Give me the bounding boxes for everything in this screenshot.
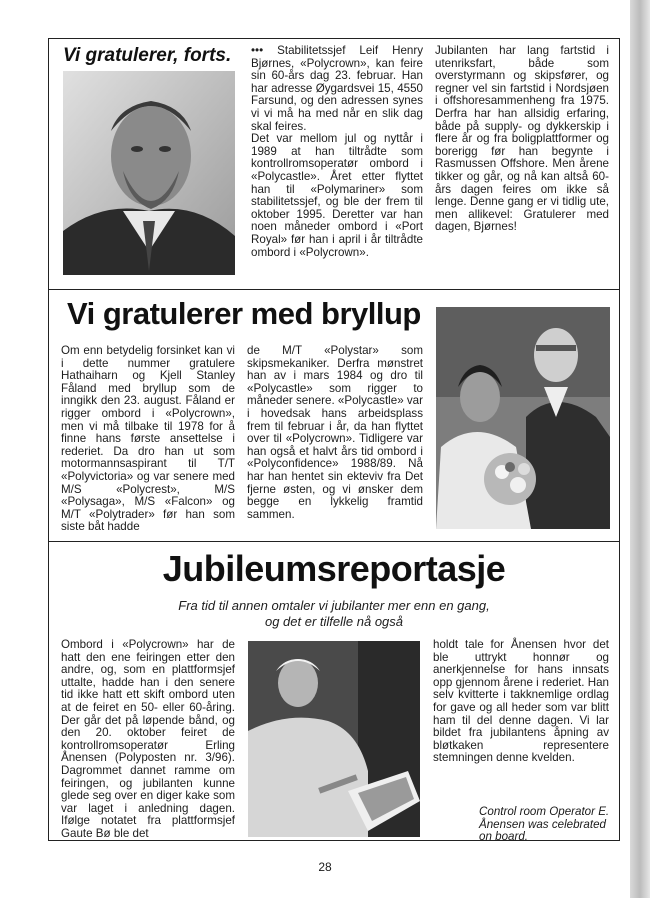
section1-title: Vi gratulerer, forts. xyxy=(63,45,232,66)
section1-column2: ••• Stabilitetssjef Leif Henry Bjørnes, «Polycrown», kan feire sin 60-års dag 23. februar. Han har adresse Øygardsvei 15, 4550 Farsund, og den adressen synes vi vi må ha med når en slik dag skal feires. Det var mellom jul og nyttår i 1989 at han tiltrådte som kontrollromsoperatør ombord i «Polycastle». Året etter flyttet han til «Polymariner» som stabilitetssjef, og ble der frem til oktober 1995. Deretter var han noen måneder ombord i «Port Royal» før han i april i år tiltrådte ombord i «Polycrown». xyxy=(251,44,423,259)
page-edge-shadow xyxy=(630,0,650,898)
section2-column2: de M/T «Polystar» som skipsmekaniker. Derfra mønstret han av i mars 1984 og dro til «Polycastle» som rigger to måneder senere. «Polycastle» var i hovedsak hans arbeidsplass frem til februar i år, da han flyttet over til «Polycrown». Tidligere var han også et halvt års tid ombord i «Polyconfidence» 1988/89. Nå har han hentet sin ekteviv fra Det fjerne østen, og vi ønsker dem begge en lykkelig framtid sammen. xyxy=(247,344,423,521)
photo-caption: Control room Operator E. Ånensen was celebrated on board. xyxy=(479,805,610,844)
section2-title: Vi gratulerer med bryllup xyxy=(67,296,421,331)
wedding-photo xyxy=(436,307,610,529)
section3-title: Jubileumsreportasje xyxy=(162,548,506,589)
section3-subtitle-line2: og det er tilfelle nå også xyxy=(264,614,404,629)
portrait-photo-bjornes xyxy=(63,71,235,275)
section3-subtitle-line1: Fra tid til annen omtaler vi jubilanter mer enn en gang, xyxy=(178,598,490,613)
cake-celebration-photo xyxy=(248,641,420,837)
section-birthday-continued xyxy=(48,38,620,290)
section1-column3: Jubilanten har lang fartstid i utenriksfart, både som overstyrmann og skipsfører, og regner vel sin fartstid i Nordsjøen i offshoresammenheng fra 1975. Derfra har han allsidig erfaring, både på supply- og dykkerskip i flere år og fra boligplattformer og borerigg før han begynte i Rasmussen Offshore. Men årene tikker og går, og nå kan altså 60-års dagen feires om ikke så lenge. Denne gang er vi tidlig ute, men allikevel: Gratulerer med dagen, Bjørnes! xyxy=(435,44,609,234)
section3-column1: Ombord i «Polycrown» har de hatt den ene feiringen etter den andre, og, som en plattformsjef uttalte, hadde han i den senere tid ikke hatt ett skift ombord uten at de feiret en 50- eller 60-åring. Der går det på løpende bånd, og den 20. oktober feiret de kontrollromsoperatør Erling Ånensen (Polyposten nr. 3/96). Dagrommet dannet ramme om feiringen, og jubilanten kunne glede seg over en diger kake som var laget i anledning dagen. Ifølge notatet fra plattformsjef Gaute Bø ble det xyxy=(61,638,236,840)
page-number: 28 xyxy=(318,860,332,874)
section-jubilee-report xyxy=(48,541,620,844)
section3-column3: holdt tale for Ånensen hvor det ble uttrykt honnør og anerkjennelse for hans innsats opp gjennom årene i rederiet. Han selv kvitterte i takknemlige ordlag for gave og all heder som var blitt ham til del denne dagen. Vi lar bildet fra jubilantens åpning av bløtkaken representere stemningen denne kvelden. xyxy=(433,638,609,765)
section2-column1: Om enn betydelig forsinket kan vi i dette nummer gratulere Hathaiharn og Kjell Stanley Fåland med bryllup som de inngikk den 23. august. Fåland er rigger ombord i «Polycrown», men vi må tilbake til 1978 for å finne hans første ansettelse i rederiet. Da dro han ut som motormannsaspirant til T/T «Polyvictoria» og var senere med M/S «Polycrest», M/S «Polysaga», M/S «Falcon» og M/T «Polytrader» før han som siste båt hadde xyxy=(61,344,235,534)
section-wedding xyxy=(48,289,620,542)
